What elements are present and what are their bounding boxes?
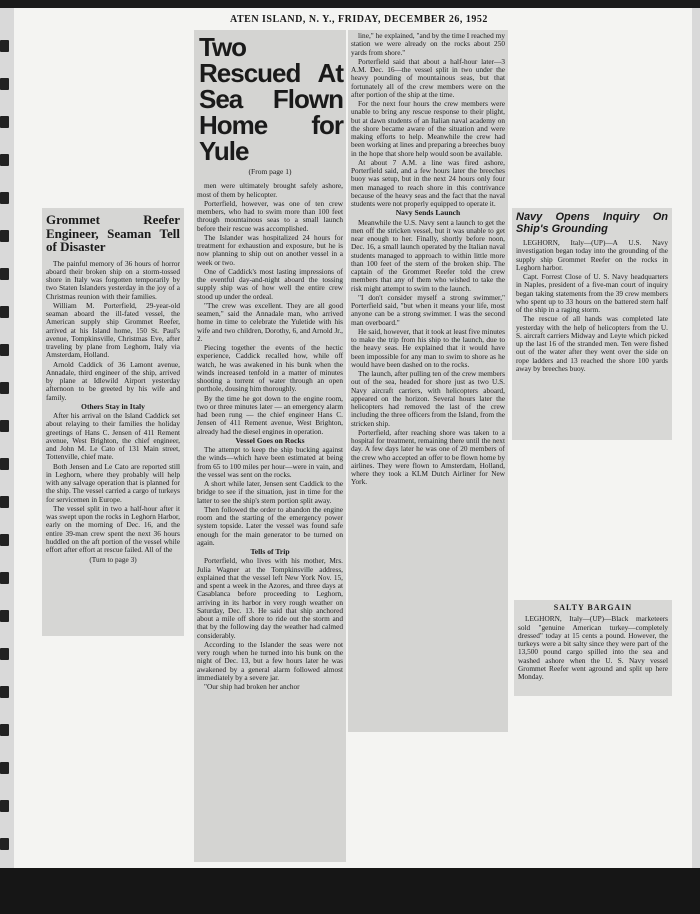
binder-hole [0, 306, 9, 318]
binder-hole [0, 800, 9, 812]
paragraph: The vessel split in two a half-hour after it was swept upon the rocks in Leghorn Harbor, early on the morning of Dec. 16, and the entire 39-man crew spent the next 36 hours huddled on the aft portion of the vessel while effort after effort at rescue failed. All of the [46, 503, 180, 554]
subheading: Navy Sends Launch [395, 208, 461, 218]
subheading: Vessel Goes on Rocks [235, 435, 305, 445]
left-headline: Grommet Reefer Engineer, Seaman Tell of Disaster [46, 212, 180, 254]
main-story-column-2 [348, 30, 508, 732]
paragraph: After his arrival on the Island Caddick set about relaying to their families the holiday greetings of Hans C. Jensen of 411 Rement avenue, West Brighton, the chief engineer, and John M. Le Cato of 131 Main street, Tottenville, chief mate. [46, 411, 180, 462]
binder-hole [0, 116, 9, 128]
paragraph: The Islander was hospitalized 24 hours for treatment for exhaustion and exposure, but he is now planning to ship out on another vessel in a week or two. [197, 232, 343, 267]
binder-hole [0, 724, 9, 736]
scan-bottom-edge [0, 868, 700, 914]
binder-hole [0, 496, 9, 508]
binder-hole [0, 610, 9, 622]
paragraph: William M. Porterfield, 29-year-old seaman aboard the ill-fated vessel, the American supply ship Grommet Reefer, arrived at his Island home, 150 St. Paul's avenue, Tompkinsville, Christmas Eve, after traveling by plane from Leghorn, Italy via Amsterdam, Holland. [46, 300, 180, 360]
binder-hole [0, 762, 9, 774]
scan-top-edge [0, 0, 700, 8]
paragraph: The rescue of all hands was completed late yesterday with the help of helicopters from the U. S. aircraft carriers Midway and Leyte which picked up the last 16 of the stranded men. Ten were fished out of the water after they went over the side on rope ladders and 13 reached the shore 100 yards away by breeches buoy. [516, 314, 668, 373]
main-headline: Two Rescued At Sea Flown Home for Yule [199, 32, 343, 166]
paragraph: Piecing together the events of the hectic experience, Caddick recalled how, while off watch, he was awakened in his bunk when the winds increased tenfold in a matter of minutes shooting a torrent of water through an open porthole, dousing him thoroughly. [197, 343, 343, 394]
paragraph: At about 7 A.M. a line was fired ashore, Porterfield said, and a few hours later the breeches buoy was setup, but in the next 24 hours only four men managed to reach shore in this contrivance because of the heavy seas and the fact that the naval students were not properly equipped to operate it. [351, 157, 505, 208]
paragraph: For the next four hours the crew members were unable to bring any rescue response to their plight, but at dawn students of an Italian naval academy on the shore became aware of the situation and were making efforts to help. Meanwhile the crew had been working at lines and preparing a breeches buoy in the hope that shore help would soon be available. [351, 99, 505, 158]
subheading: Tells of Trip [250, 547, 290, 556]
binder-hole [0, 382, 9, 394]
binder-hole [0, 458, 9, 470]
paragraph: He said, however, that it took at least five minutes to make the trip from his ship to the launch, due to the heavy seas. He explained that it would have been impossible for any man to swim to shore as he would have been dashed on to the rocks. [351, 326, 505, 369]
paragraph: A short while later, Jensen sent Caddick to the bridge to see if the situation, just in time for the latter to see the ship's stern portion split away. [197, 479, 343, 505]
binder-hole [0, 230, 9, 242]
paragraph: Porterfield, who lives with his mother, Mrs. Julia Wagner at the Tompkinsville address, explained that the vessel left New York Nov. 15, and spent a week in the Azores, and three days at Casablanca before proceeding to Leghorn, arriving in its harbor in very rough weather on Saturday, Dec. 13. He said that ship anchored about a mile off shore to ride out the storm and that by the following day the weather had calmed considerably. [197, 556, 343, 640]
paragraph: line," he explained, "and by the time I reached my station we were already on the rocks about 250 yards from shore." [351, 31, 505, 57]
main-story-column-1 [194, 30, 346, 862]
paragraph: Meanwhile the U.S. Navy sent a launch to get the men off the stricken vessel, but it was unable to get near enough to her. Finally, shortly before noon, Dec. 16, a small launch operated by the Italian naval students managed to approach to within little more than 100 feet of the stern of the broken ship. The captain of the Grommet Reefer told the crew members that any of them who wished to take the risk might attempt to swim to the launch. [351, 217, 505, 293]
binder-hole [0, 78, 9, 90]
binder-hole [0, 154, 9, 166]
left-clipping [42, 208, 184, 636]
binder-hole [0, 838, 9, 850]
binder-hole [0, 686, 9, 698]
paragraph: Arnold Caddick of 36 Lamont avenue, Annadale, third engineer of the ship, arrived by plane at Idlewild Airport yesterday afternoon to be greeted by his wife and family. [46, 359, 180, 402]
binder-hole [0, 40, 9, 52]
binder-hole [0, 192, 9, 204]
paragraph: By the time he got down to the engine room, two or three minutes later — an emergency alarm had been rung — the chief engineer Hans C. Jensen of 411 Rement avenue, West Brighton, already had the diesel engines in operation. [197, 393, 343, 436]
binder-hole [0, 268, 9, 280]
binder-hole [0, 344, 9, 356]
navy-headline: Navy Opens Inquiry On Ship's Grounding [516, 211, 668, 235]
from-page-note: (From page 1) [248, 167, 292, 176]
paragraph: "Our ship had broken her anchor [204, 682, 300, 691]
dateline: ATEN ISLAND, N. Y., FRIDAY, DECEMBER 26, 1952 [230, 14, 488, 25]
paragraph: Porterfield, however, was one of ten crew members, who had to swim more than 100 feet through mountainous seas to a small launch before their rescue was accomplished. [197, 198, 343, 233]
paragraph: "The crew was excellent. They are all good seamen," said the Annadale man, who arrived home in time to celebrate the Yuletide with his wife and two children, Dorothy, 6, and Arnold Jr., 2. [197, 300, 343, 343]
paragraph: The attempt to keep the ship bucking against the winds—which have been estimated at being from 65 to 100 miles per hour—were in vain, and the vessel was sent on the rocks. [197, 445, 343, 479]
paragraph: According to the Islander the seas were not very rough when he turned into his bunk on the night of Dec. 13, but a few hours later he was awakened by a general alarm followed almost immediately by a severe jar. [197, 639, 343, 682]
paragraph: Porterfield, after reaching shore was taken to a hospital for treatment, remaining there until the next day. A few days later he was one of 20 members of the crew who accepted an offer to be flown home by airlines. They were flown to Amsterdam, Holland, where they took a KLM Dutch Airliner for New York. [351, 427, 505, 487]
paragraph: The painful memory of 36 hours of horror aboard their broken ship on a storm-tossed shore in Italy was forgotten temporarily by two Staten Islanders yesterday in the joy of a Christmas reunion with their families. [46, 258, 180, 301]
paragraph: Both Jensen and Le Cato are reported still in Leghorn, where they probably will help with any salvage operation that is planned for the ship. The vessel carried a cargo of turkeys for servicemen in Europe. [46, 461, 180, 504]
binder-hole [0, 534, 9, 546]
paragraph: LEGHORN, Italy—(UP)—A U.S. Navy investigation began today into the grounding of the supply ship Grommet Reefer on the rocks in Leghorn harbor. [516, 238, 668, 272]
binder-hole [0, 420, 9, 432]
paragraph: LEGHORN, Italy—(UP)—Black marketeers sold "genuine American turkey—completely dressed" today at 15 cents a pound. However, the turkeys were a bit salty since they were part of the 13,500 pound cargo spilled into the sea and washed ashore when the U. S. Navy vessel Grommet Reefer went aground and split up here Monday. [518, 614, 668, 681]
navy-inquiry-clipping [512, 208, 672, 440]
salty-bargain-clipping [514, 600, 672, 696]
salty-headline: SALTY BARGAIN [553, 603, 633, 612]
paragraph: Capt. Forrest Close of U. S. Navy headquarters in Naples, president of a five-man court of inquiry began taking statements from the 39 crew members who spent up to 33 hours on the battered stern half of the ship in a raging storm. [516, 272, 668, 314]
paragraph: men were ultimately brought safely ashore, most of them by helicopter. [197, 181, 343, 199]
turn-to-page-note: (Turn to page 3) [89, 555, 137, 565]
binder-holes [0, 40, 12, 876]
paragraph: "I don't consider myself a strong swimmer," Porterfield said, "but when it means your life, most anyone can be a strong swimmer. I was the second man overboard." [351, 292, 505, 327]
paragraph: The launch, after pulling ten of the crew members out of the sea, headed for shore just as two U.S. Navy aircraft carriers, with helicopters aboard, appeared on the horizon. Several hours later the helicopters had removed the last of the crew including the three officers from the Island, from the stricken ship. [351, 369, 505, 428]
binder-hole [0, 572, 9, 584]
paragraph: Then followed the order to abandon the engine room and the starting of the emergency power system topside. Later the vessel was found safe enough for the main generator to be turned on again. [197, 504, 343, 547]
binder-hole [0, 648, 9, 660]
subheading: Others Stay in Italy [81, 401, 145, 411]
paragraph: Porterfield said that about a half-hour later—3 A.M. Dec. 16—the vessel split in two under the heavy pounding of mountainous seas, but that fortunately all of the crew members were on the after portion of the ship at the time. [351, 56, 505, 99]
paragraph: One of Caddick's most lasting impressions of the eventful day-and-night aboard the tossing supply ship was of how well the entire crew stood up under the ordeal. [197, 266, 343, 301]
